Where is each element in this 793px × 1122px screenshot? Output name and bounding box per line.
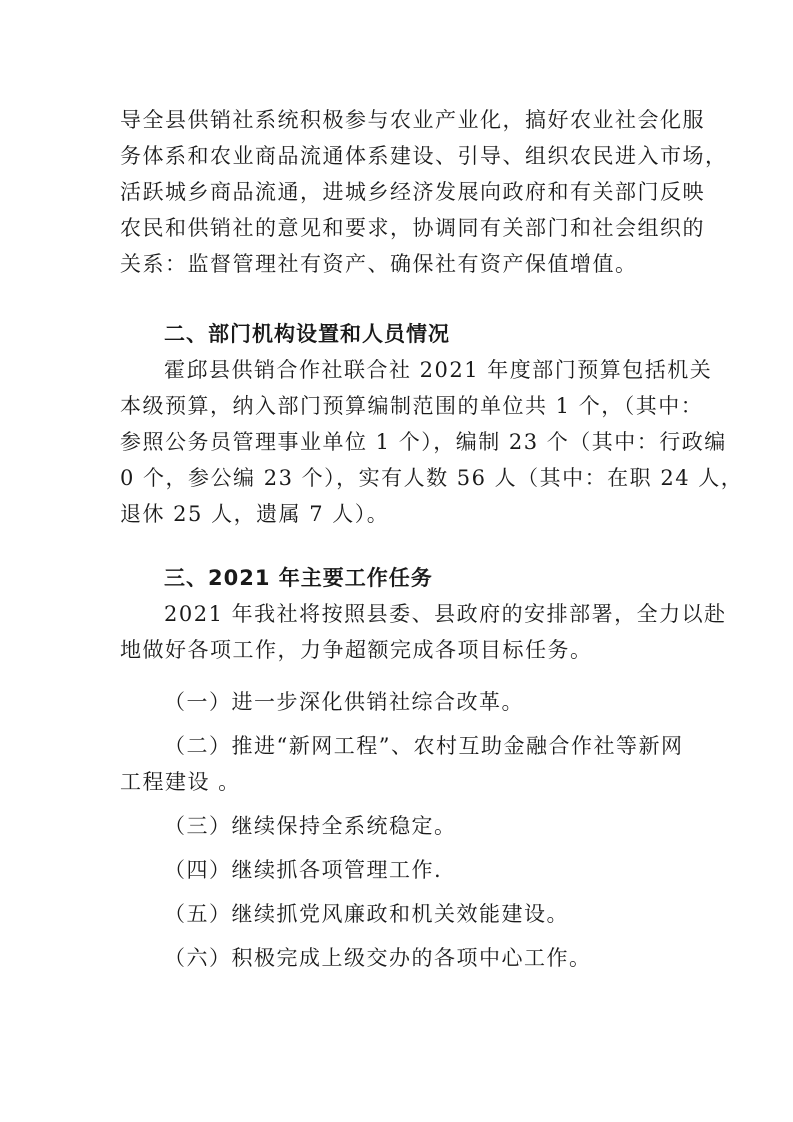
paragraph-line: 2021 年我社将按照县委、县政府的安排部署，全力以赴 <box>164 602 727 626</box>
list-item: （四）继续抓各项管理工作. <box>164 858 443 882</box>
paragraph-line: 退休 25 人，遗属 7 人）。 <box>120 502 390 526</box>
list-item: （三）继续保持全系统稳定。 <box>164 814 457 838</box>
paragraph-line: 农民和供销社的意见和要求，协调同有关部门和社会组织的 <box>120 216 705 240</box>
paragraph-line: 务体系和农业商品流通体系建设、引导、组织农民进入市场， <box>120 144 728 168</box>
paragraph-line: 参照公务员管理事业单位 1 个），编制 23 个（其中：行政编 <box>120 430 727 454</box>
list-item: （二）推进“新网工程”、农村互助金融合作社等新网 <box>164 734 684 758</box>
paragraph-line: 霍邱县供销合作社联合社 2021 年度部门预算包括机关 <box>164 358 713 382</box>
paragraph-line: 关系：监督管理社有资产、确保社有资产保值增值。 <box>120 252 638 276</box>
list-item-continuation: 工程建设 。 <box>120 770 241 794</box>
paragraph-line: 地做好各项工作，力争超额完成各项目标任务。 <box>120 638 593 662</box>
section-heading: 三、2021 年主要工作任务 <box>164 566 433 590</box>
paragraph-line: 导全县供销社系统积极参与农业产业化，搞好农业社会化服 <box>120 108 705 132</box>
section-heading: 二、部门机构设置和人员情况 <box>164 322 450 346</box>
paragraph-line: 0 个，参公编 23 个），实有人数 56 人（其中：在职 24 人， <box>120 466 744 490</box>
paragraph-line: 活跃城乡商品流通，进城乡经济发展向政府和有关部门反映 <box>120 180 705 204</box>
paragraph-line: 本级预算，纳入部门预算编制范围的单位共 1 个，（其中： <box>120 394 704 418</box>
list-item: （一）进一步深化供销社综合改革。 <box>164 690 524 714</box>
list-item: （五）继续抓党风廉政和机关效能建设。 <box>164 902 569 926</box>
list-item: （六）积极完成上级交办的各项中心工作。 <box>164 946 592 970</box>
